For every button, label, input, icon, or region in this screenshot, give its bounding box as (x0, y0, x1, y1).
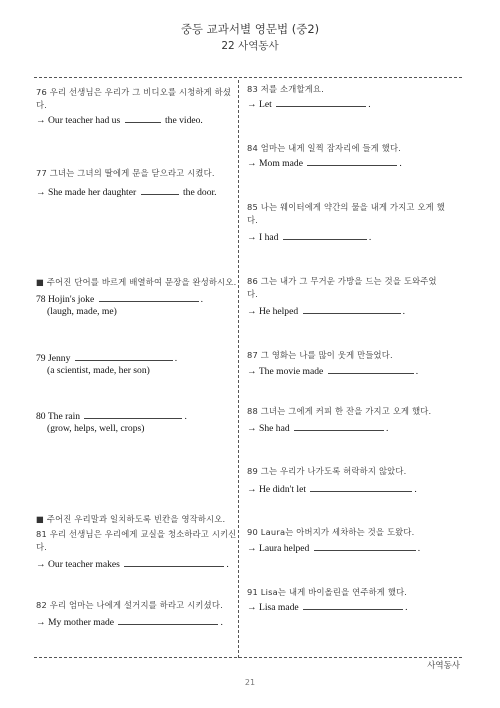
q85-answer: → I had . (247, 232, 372, 243)
q76-suffix: the video. (165, 115, 203, 126)
q88-korean: 88 그녀는 그에게 커피 한 잔을 가지고 오게 했다. (247, 406, 432, 416)
q79-answer: 79 Jenny . (36, 353, 178, 364)
q90-blank[interactable] (314, 541, 416, 551)
column-divider (238, 80, 239, 658)
q77-korean: 77 그녀는 그녀의 딸에게 문을 닫으라고 시켰다. (36, 168, 215, 178)
q91-blank[interactable] (303, 600, 403, 610)
q86-prefix: → He helped (247, 306, 299, 317)
q78-hint: (laugh, made, me) (47, 306, 117, 317)
page-title: 중등 교과서별 영문법 (중2) (180, 22, 320, 36)
q83-blank[interactable] (276, 97, 366, 107)
q87-korean: 87 그 영화는 나를 많이 웃게 만들었다. (247, 350, 393, 360)
q79-prefix: 79 Jenny (36, 353, 71, 364)
q89-korean: 89 그는 우리가 나가도록 허락하지 않았다. (247, 466, 407, 476)
page-number: 21 (244, 678, 256, 687)
q76-korean-line2: 다. (36, 100, 48, 110)
q76-prefix: → Our teacher had us (36, 115, 121, 126)
instruction-arrange: ■ 주어진 단어를 바르게 배열하여 문장을 완성하시오. (36, 277, 237, 287)
q79-blank[interactable] (75, 351, 173, 361)
q83-answer: → Let . (247, 99, 371, 110)
q87-prefix: → The movie made (247, 366, 324, 377)
q85-blank[interactable] (283, 230, 367, 240)
q77-blank[interactable] (141, 185, 179, 195)
q89-answer: → He didn't let . (247, 484, 417, 495)
q82-blank[interactable] (118, 615, 218, 625)
q76-korean-line1: 76 우리 선생님은 우리가 그 비디오를 시청하게 하셨 (36, 87, 232, 97)
q80-answer: 80 The rain . (36, 411, 187, 422)
instruction-translate: ■ 주어진 우리말과 일치하도록 빈칸을 영작하시오. (36, 514, 226, 524)
q84-korean: 84 엄마는 내게 일찍 잠자리에 들게 했다. (247, 143, 402, 153)
q80-prefix: 80 The rain (36, 411, 81, 422)
q81-prefix: → Our teacher makes (36, 559, 120, 570)
q79-hint: (a scientist, made, her son) (47, 365, 150, 376)
q84-answer: → Mom made . (247, 158, 402, 169)
q90-korean: 90 Laura는 아버지가 세차하는 것을 도왔다. (247, 527, 415, 537)
q82-prefix: → My mother made (36, 617, 115, 628)
q82-korean: 82 우리 엄마는 나에게 설거지를 하라고 시키셨다. (36, 600, 223, 610)
section-title: 22 사역동사 (221, 40, 279, 52)
q90-prefix: → Laura helped (247, 543, 310, 554)
q89-blank[interactable] (310, 482, 412, 492)
q87-answer: → The movie made . (247, 366, 419, 377)
bottom-divider (34, 657, 462, 658)
q76-answer (36, 113, 203, 127)
q91-answer: → Lisa made . (247, 602, 408, 613)
q82-answer: → My mother made . (36, 617, 223, 628)
q77-suffix: the door. (182, 187, 217, 198)
q77-answer (36, 185, 217, 199)
q87-blank[interactable] (328, 364, 414, 374)
q88-blank[interactable] (294, 421, 384, 431)
q76-blank[interactable] (125, 113, 161, 123)
q80-blank[interactable] (84, 409, 182, 419)
q86-korean-line1: 86 그는 내가 그 무거운 가방을 드는 것을 도와주었 (247, 276, 437, 286)
q80-hint: (grow, helps, well, crops) (47, 423, 145, 434)
q77-prefix: → She made her daughter (36, 187, 137, 198)
q89-prefix: → He didn't let (247, 484, 307, 495)
top-divider (34, 77, 462, 78)
q81-korean-line1: 81 우리 선생님은 우리에게 교실을 청소하라고 시키신 (36, 529, 237, 539)
q88-answer: → She had . (247, 423, 389, 434)
q84-prefix: → Mom made (247, 158, 303, 169)
q83-korean: 83 저를 소개할게요. (247, 84, 324, 94)
q84-blank[interactable] (307, 156, 397, 166)
q85-korean-line1: 85 나는 웨이터에게 약간의 물을 내게 가지고 오게 했 (247, 202, 445, 212)
q81-answer: → Our teacher makes . (36, 559, 229, 570)
q78-answer: 78 Hojin's joke . (36, 294, 204, 305)
q83-prefix: → Let (247, 99, 272, 110)
q86-answer: → He helped . (247, 306, 405, 317)
q91-korean: 91 Lisa는 내게 바이올린을 연주하게 했다. (247, 587, 408, 597)
q91-prefix: → Lisa made (247, 602, 299, 613)
q78-blank[interactable] (99, 292, 199, 302)
q85-korean-line2: 다. (247, 215, 259, 225)
q90-answer: → Laura helped . (247, 543, 421, 554)
footer-section-label: 사역동사 (427, 661, 460, 671)
q85-prefix: → I had (247, 232, 279, 243)
q78-prefix: 78 Hojin's joke (36, 294, 95, 305)
q81-korean-line2: 다. (36, 542, 48, 552)
q86-blank[interactable] (303, 304, 401, 314)
q86-korean-line2: 다. (247, 289, 259, 299)
q88-prefix: → She had (247, 423, 290, 434)
q81-blank[interactable] (124, 557, 224, 567)
